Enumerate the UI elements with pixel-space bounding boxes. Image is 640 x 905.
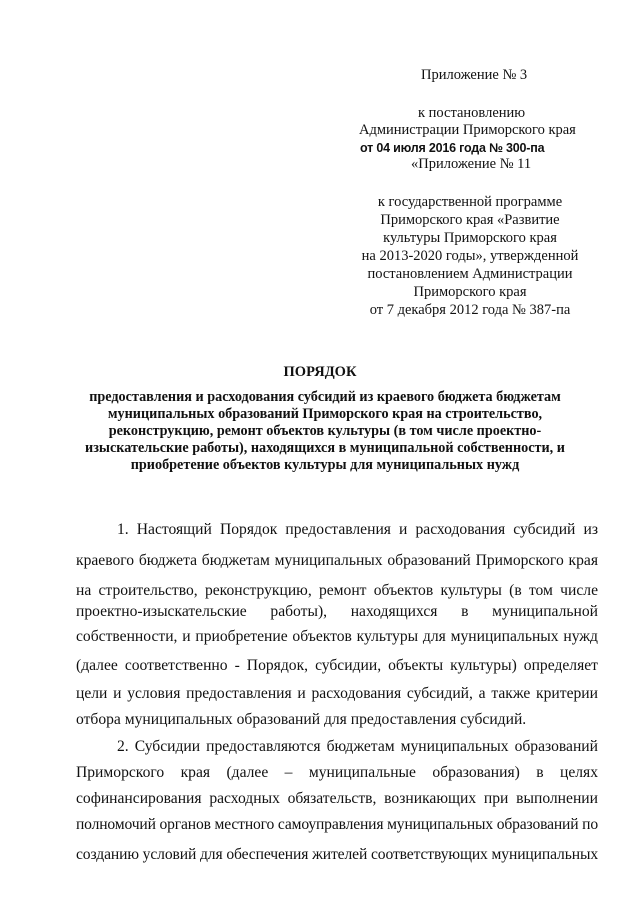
appendix-11-label: «Приложение № 11 [411, 156, 532, 172]
subtitle-line: приобретение объектов культуры для муниципальных нужд [130, 457, 520, 473]
subtitle-line: предоставления и расходования субсидий из краевого бюджета бюджетам [89, 389, 561, 405]
paragraph-1-line: цели и условия предоставления и расходования субсидий, а также критерии [76, 685, 598, 702]
paragraph-1-line: на строительство, реконструкцию, ремонт объектов культуры (в том числе [76, 582, 598, 599]
paragraph-2-line: полномочий органов местного самоуправления муниципальных образований по [76, 816, 598, 833]
program-line: культуры Приморского края [383, 230, 557, 246]
paragraph-1-line: 1. Настоящий Порядок предоставления и расходования субсидий из [117, 521, 598, 538]
paragraph-1-line: проектно-изыскательские работы), находящихся в муниципальной [76, 603, 598, 620]
document-subtitle [60, 389, 590, 474]
paragraph-2-line: 2. Субсидии предоставляются бюджетам муниципальных образований [117, 738, 598, 755]
resolution-date-stamp: от 04 июля 2016 года № 300-па [360, 141, 545, 155]
program-line: от 7 декабря 2012 года № 387-па [369, 302, 571, 318]
resolution-line-2: Администрации Приморского края [359, 122, 576, 138]
program-line: к государственной программе [377, 194, 563, 210]
paragraph-1-line: (далее соответственно - Порядок, субсидии, объекты культуры) определяет [76, 657, 598, 674]
subtitle-line: муниципальных образований Приморского края на строительство, [107, 406, 543, 422]
appendix-number: Приложение № 3 [421, 67, 528, 83]
paragraph-1-line: отбора муниципальных образований для предоставления субсидий. [76, 711, 527, 728]
document-title: ПОРЯДОК [283, 364, 357, 380]
subtitle-line: изыскательские работы), находящихся в муниципальной собственности, и [85, 440, 565, 456]
program-line: постановлением Администрации [367, 266, 573, 282]
program-line: на 2013-2020 годы», утвержденной [361, 248, 579, 264]
subtitle-line: реконструкцию, ремонт объектов культуры (в том числе проектно- [108, 423, 542, 439]
paragraph-1-line: краевого бюджета бюджетам муниципальных образований Приморского края [76, 552, 598, 569]
program-line: Приморского края [413, 284, 527, 300]
resolution-line-1: к постановлению [418, 105, 526, 121]
program-reference [330, 193, 610, 319]
paragraph-1-line: собственности, и приобретение объектов культуры для муниципальных нужд [76, 628, 598, 645]
program-line: Приморского края «Развитие [380, 212, 560, 228]
paragraph-2-line: созданию условий для обеспечения жителей соответствующих муниципальных [76, 846, 598, 863]
paragraph-2-line: Приморского края (далее – муниципальные образования) в целях [76, 764, 598, 781]
paragraph-2-line: софинансирования расходных обязательств, возникающих при выполнении [76, 790, 598, 807]
